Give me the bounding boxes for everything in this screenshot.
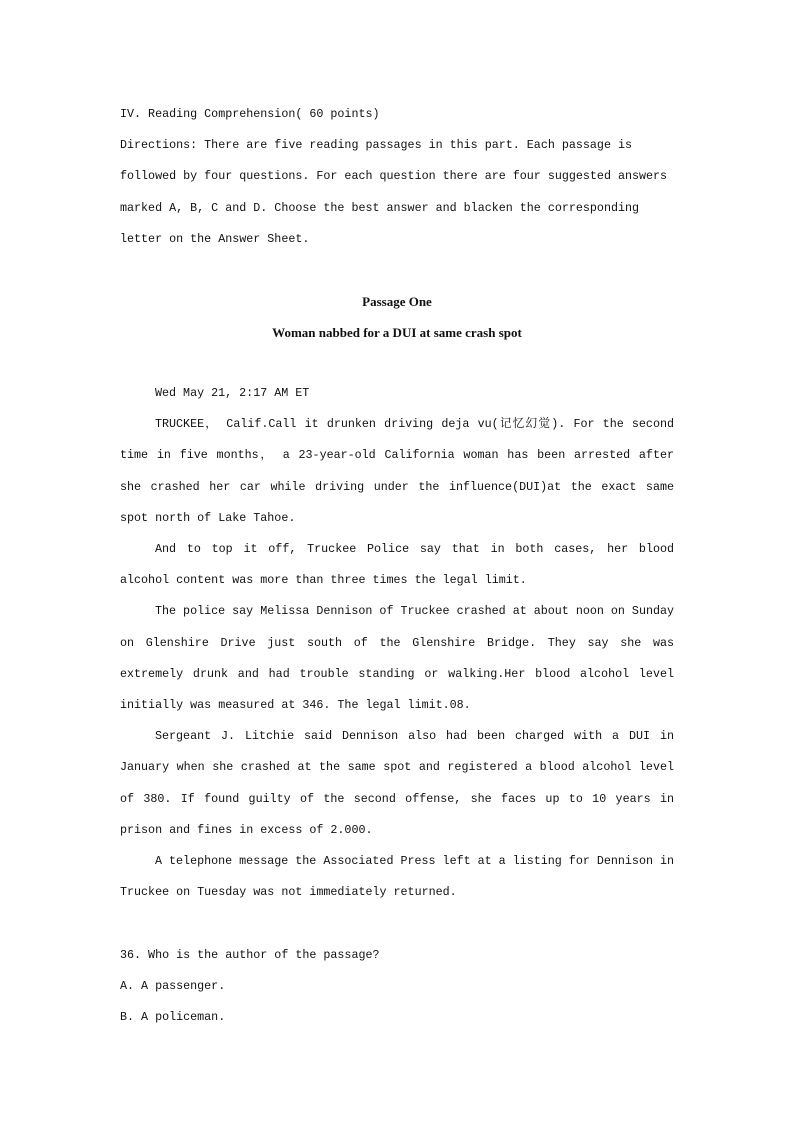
- question-36: [120, 940, 674, 1034]
- passage-title: Woman nabbed for a DUI at same crash spot: [272, 325, 522, 340]
- paragraph: Sergeant J. Litchie said Dennison also had been charged with a DUI in January when she crashed at the same spot and registered a blood alcohol level of 380. If found guilty of the second offense, she faces up to 10 years in prison and fines in excess of 2.000.: [120, 729, 674, 837]
- option-b: B. A policeman.: [120, 1010, 226, 1025]
- paragraph: The police say Melissa Dennison of Truckee crashed at about noon on Sunday on Glenshire Drive just south of the Glenshire Bridge. They say she was extremely drunk and had trouble standing or walking.Her blood alcohol level initially was measured at 346. The legal limit.08.: [120, 604, 675, 713]
- paragraph: And to top it off, Truckee Police say that in both cases, her blood alcohol content was more than three times the legal limit.: [120, 542, 674, 588]
- passage-body: [120, 378, 674, 908]
- directions: Directions: There are five reading passages in this part. Each passage is followed by four questions. For each question there are four suggested answers marked A, B, C and D. Choose the best answer and blacken the corresponding letter on the Answer Sheet.: [120, 138, 668, 246]
- dateline: Wed May 21, 2:17 AM ET: [155, 386, 310, 400]
- question-stem: 36. Who is the author of the passage?: [120, 948, 380, 962]
- section-header: [120, 99, 674, 255]
- passage-label: Passage One: [362, 294, 432, 309]
- paragraph: A telephone message the Associated Press left at a listing for Dennison in Truckee on Tuesday was not immediately returned.: [120, 854, 675, 900]
- section-heading: IV. Reading Comprehension( 60 points): [120, 107, 380, 121]
- option-a: A. A passenger.: [120, 979, 226, 994]
- paragraph: TRUCKEE， Calif.Call it drunken driving deja vu(记忆幻觉). For the second time in five months， a 23-year-old California woman has been arrested after she crashed her car while driving under the influence(DUI)at the exact same spot north of Lake Tahoe.: [120, 417, 674, 525]
